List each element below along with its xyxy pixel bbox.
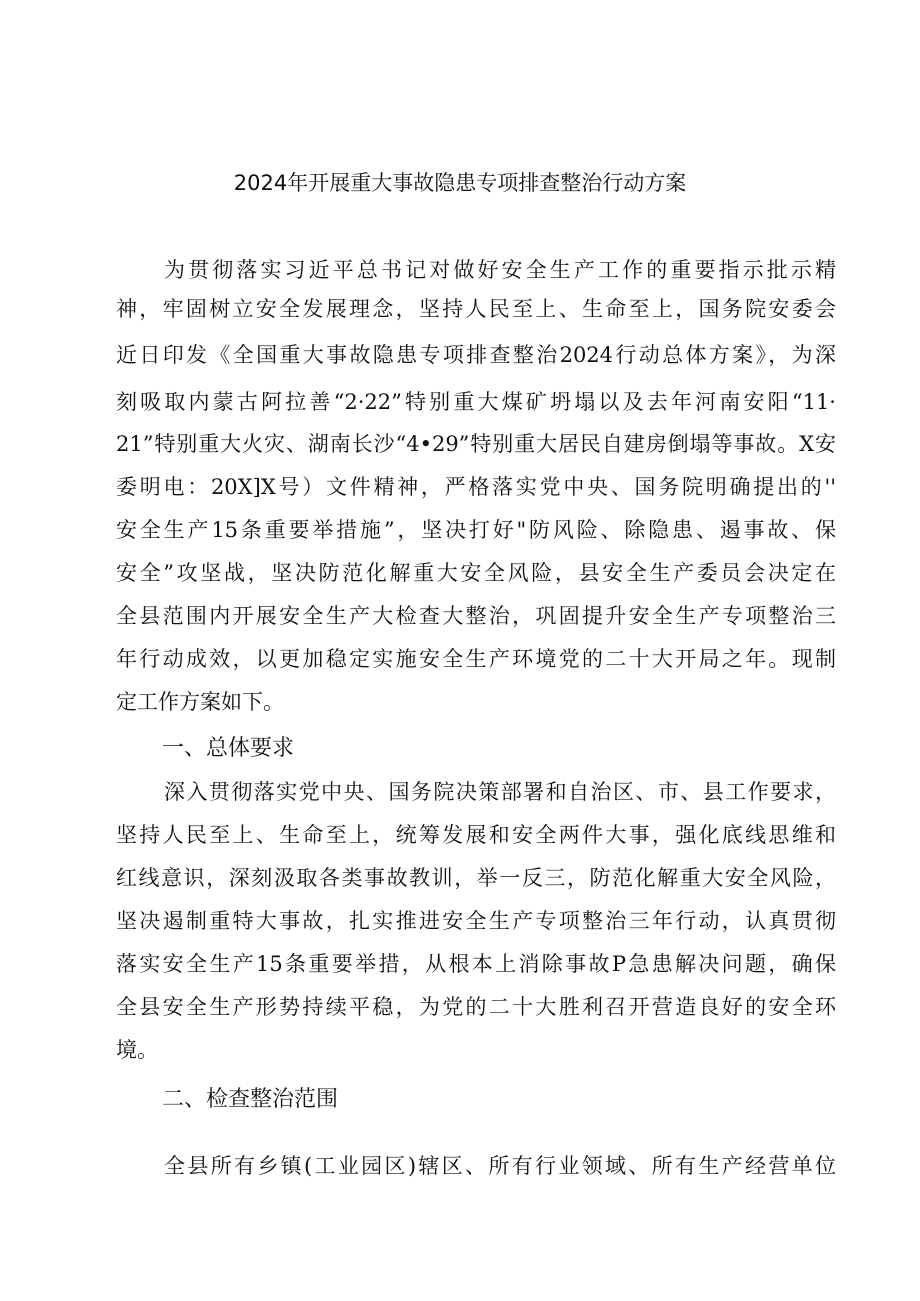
paragraph-line: 定工作方案如下。	[116, 690, 284, 714]
paragraph-line: 刻吸取内蒙古阿拉善“2·22”特别重大煤矿坍塌以及去年河南安阳“11·	[116, 390, 836, 414]
paragraph-line: 境。	[116, 1038, 158, 1062]
paragraph-line: 红线意识，深刻汲取各类事故教训，举一反三，防范化解重大安全风险，	[116, 866, 836, 890]
document-title: 2024年开展重大事故隐患专项排查整治行动方案	[233, 171, 687, 195]
paragraph-line: 神，牢固树立安全发展理念，坚持人民至上、生命至上，国务院安委会	[116, 297, 836, 321]
paragraph-line: 21”特别重大火灾、湖南长沙“4•29”特别重大居民自建房倒塌等事故。X安	[116, 432, 836, 456]
paragraph-line: 全县所有乡镇(工业园区)辖区、所有行业领域、所有生产经营单位	[164, 1154, 836, 1178]
paragraph-line: 委明电：20X]X号）文件精神，严格落实党中央、国务院明确提出的''	[116, 475, 836, 499]
section-heading: 二、检查整治范围	[162, 1087, 339, 1112]
paragraph-line: 安全”攻坚战，坚决防范化解重大安全风险，县安全生产委员会决定在	[116, 561, 836, 585]
paragraph-line: 安全生产15条重要举措施”，坚决打好"防风险、除隐患、遏事故、保	[116, 518, 836, 542]
paragraph-line: 全县安全生产形势持续平稳，为党的二十大胜利召开营造良好的安全环	[116, 995, 836, 1019]
paragraph-line: 坚决遏制重特大事故，扎实推进安全生产专项整治三年行动，认真贯彻	[116, 909, 836, 933]
paragraph-line: 深入贯彻落实党中央、国务院决策部署和自治区、市、县工作要求，	[164, 780, 836, 804]
paragraph-line: 年行动成效，以更加稳定实施安全生产环境党的二十大开局之年。现制	[116, 647, 836, 671]
paragraph-line: 落实安全生产15条重要举措，从根本上消除事故P急患解决问题，确保	[116, 952, 836, 976]
paragraph-line: 全县范围内开展安全生产大检查大整治，巩固提升安全生产专项整治三	[116, 604, 836, 628]
section-heading: 一、总体要求	[162, 736, 295, 761]
paragraph-line: 近日印发《全国重大事故隐患专项排查整治2024行动总体方案》，为深	[116, 343, 836, 367]
paragraph-line: 坚持人民至上、生命至上，统筹发展和安全两件大事，强化底线思维和	[116, 823, 836, 847]
paragraph-line: 为贯彻落实习近平总书记对做好安全生产工作的重要指示批示精	[164, 258, 836, 282]
